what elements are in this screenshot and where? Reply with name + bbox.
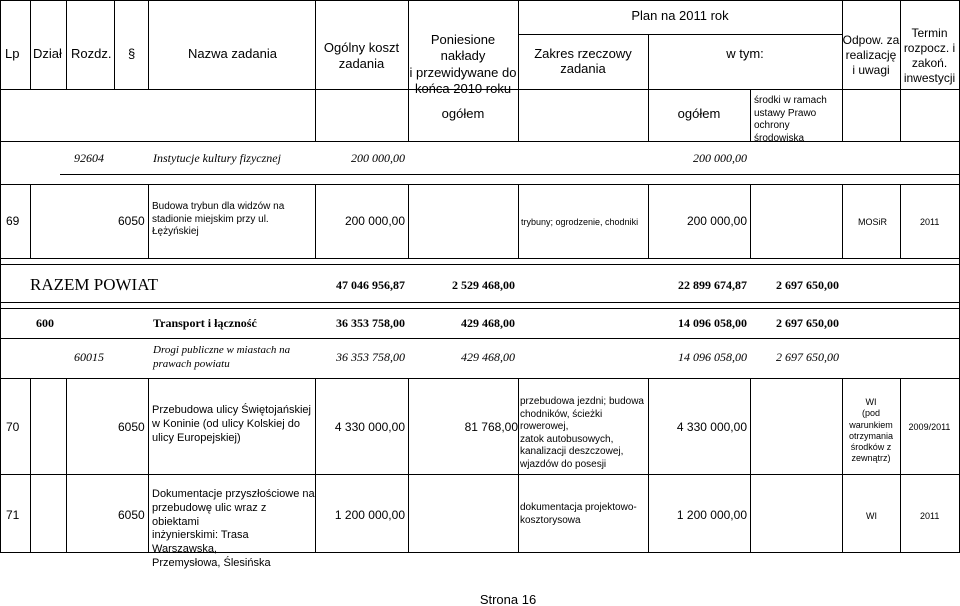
- col-header-srodki: środki w ramach ustawy Prawo ochrony środowiska: [754, 95, 827, 144]
- dzial-ogolem: 14 096 058,00: [678, 316, 747, 330]
- row-odpow: WI: [866, 511, 877, 521]
- col-header-zakres: Zakres rzeczowy zadania: [534, 46, 632, 76]
- row-lp: 69: [6, 214, 20, 228]
- col-header-w-tym: w tym:: [726, 46, 764, 61]
- page-number: Strona 16: [479, 592, 537, 606]
- row-lp: 70: [6, 420, 20, 434]
- row-zakres: przebudowa jezdni; budowa chodników, ścieżki rowerowej, zatok autobusowych, kanalizacji deszczowej, wjazdów do posesji: [520, 396, 644, 470]
- col-header-odpow: Odpow. za realizację i uwagi: [842, 33, 900, 77]
- dzial-srodki: 2 697 650,00: [776, 316, 839, 330]
- row-odpow: WI (pod warunkiem otrzymania środków z zewnątrz): [848, 397, 893, 464]
- col-header-ogolem-2: ogółem: [677, 106, 721, 121]
- col-header-plan-2011: Plan na 2011 rok: [631, 8, 729, 23]
- row-ogolem: 200 000,00: [686, 214, 747, 228]
- row-name: Przebudowa ulicy Świętojańskiej w Koninie (od ulicy Kolskiej do ulicy Europejskiej): [152, 404, 311, 444]
- rozdzial-name: Drogi publiczne w miastach na prawach powiatu: [153, 344, 291, 370]
- rozdzial-code: 60015: [74, 350, 104, 364]
- row-termin: 2011: [920, 511, 940, 521]
- razem-srodki: 2 697 650,00: [776, 278, 839, 292]
- col-header-nazwa: Nazwa zadania: [188, 46, 277, 61]
- dzial-ogolny-koszt: 36 353 758,00: [336, 316, 405, 330]
- row-poniesione: 81 768,00: [464, 420, 518, 434]
- row-paragraph: 6050: [118, 214, 145, 228]
- row-odpow: MOSiR: [858, 217, 887, 227]
- row-zakres: dokumentacja projektowo- kosztorysowa: [520, 502, 637, 526]
- col-header-dzial: Dział: [33, 46, 62, 61]
- dzial-poniesione: 429 468,00: [461, 316, 515, 330]
- rozdzial-ogolem: 14 096 058,00: [678, 350, 747, 364]
- row-paragraph: 6050: [118, 420, 145, 434]
- dzial-code: 600: [36, 316, 54, 330]
- razem-ogolem: 22 899 674,87: [678, 278, 747, 292]
- razem-poniesione: 2 529 468,00: [452, 278, 515, 292]
- razem-ogolny-koszt: 47 046 956,87: [336, 278, 405, 292]
- col-header-ogolny-koszt: Ogólny koszt zadania: [323, 40, 400, 72]
- row-lp: 71: [6, 508, 20, 522]
- row-name: Budowa trybun dla widzów na stadionie miejskim przy ul. Łężyńskiej: [152, 201, 285, 237]
- rozdzial-ogolny-koszt: 36 353 758,00: [336, 350, 405, 364]
- row-ogolny-koszt: 4 330 000,00: [334, 420, 405, 434]
- col-header-rozdz: Rozdz.: [71, 46, 112, 61]
- col-header-lp: Lp: [5, 46, 20, 61]
- row-ogolny-koszt: 1 200 000,00: [334, 508, 405, 522]
- rozdzial-plan: 200 000,00: [351, 151, 405, 165]
- rozdzial-code: 92604: [74, 151, 104, 165]
- row-ogolem: 1 200 000,00: [676, 508, 747, 522]
- row-plan: 200 000,00: [344, 214, 405, 228]
- row-termin: 2009/2011: [908, 422, 951, 432]
- row-zakres: trybuny; ogrodzenie, chodniki: [521, 217, 639, 227]
- row-ogolem: 4 330 000,00: [676, 420, 747, 434]
- rozdzial-ogolem: 200 000,00: [693, 151, 747, 165]
- dzial-name: Transport i łączność: [153, 316, 257, 330]
- rozdzial-srodki: 2 697 650,00: [776, 350, 839, 364]
- row-paragraph: 6050: [118, 508, 145, 522]
- row-name: Dokumentacje przyszłościowe na przebudowę ulic wraz z obiektami inżynierskimi: Trasa Warszawska, Przemysłowa, Ślesińska: [152, 488, 315, 569]
- rozdzial-poniesione: 429 468,00: [461, 350, 515, 364]
- rozdzial-name: Instytucje kultury fizycznej: [153, 151, 281, 165]
- col-header-poniesione: Poniesione nakłady i przewidywane do końca 2010 roku: [409, 32, 517, 96]
- razem-label: RAZEM POWIAT: [30, 275, 158, 294]
- col-header-termin: Termin rozpocz. i zakoń. inwestycji: [903, 26, 956, 85]
- col-header-ogolem-1: ogółem: [441, 106, 485, 121]
- row-termin: 2011: [920, 217, 940, 227]
- col-header-paragraph: §: [128, 46, 136, 61]
